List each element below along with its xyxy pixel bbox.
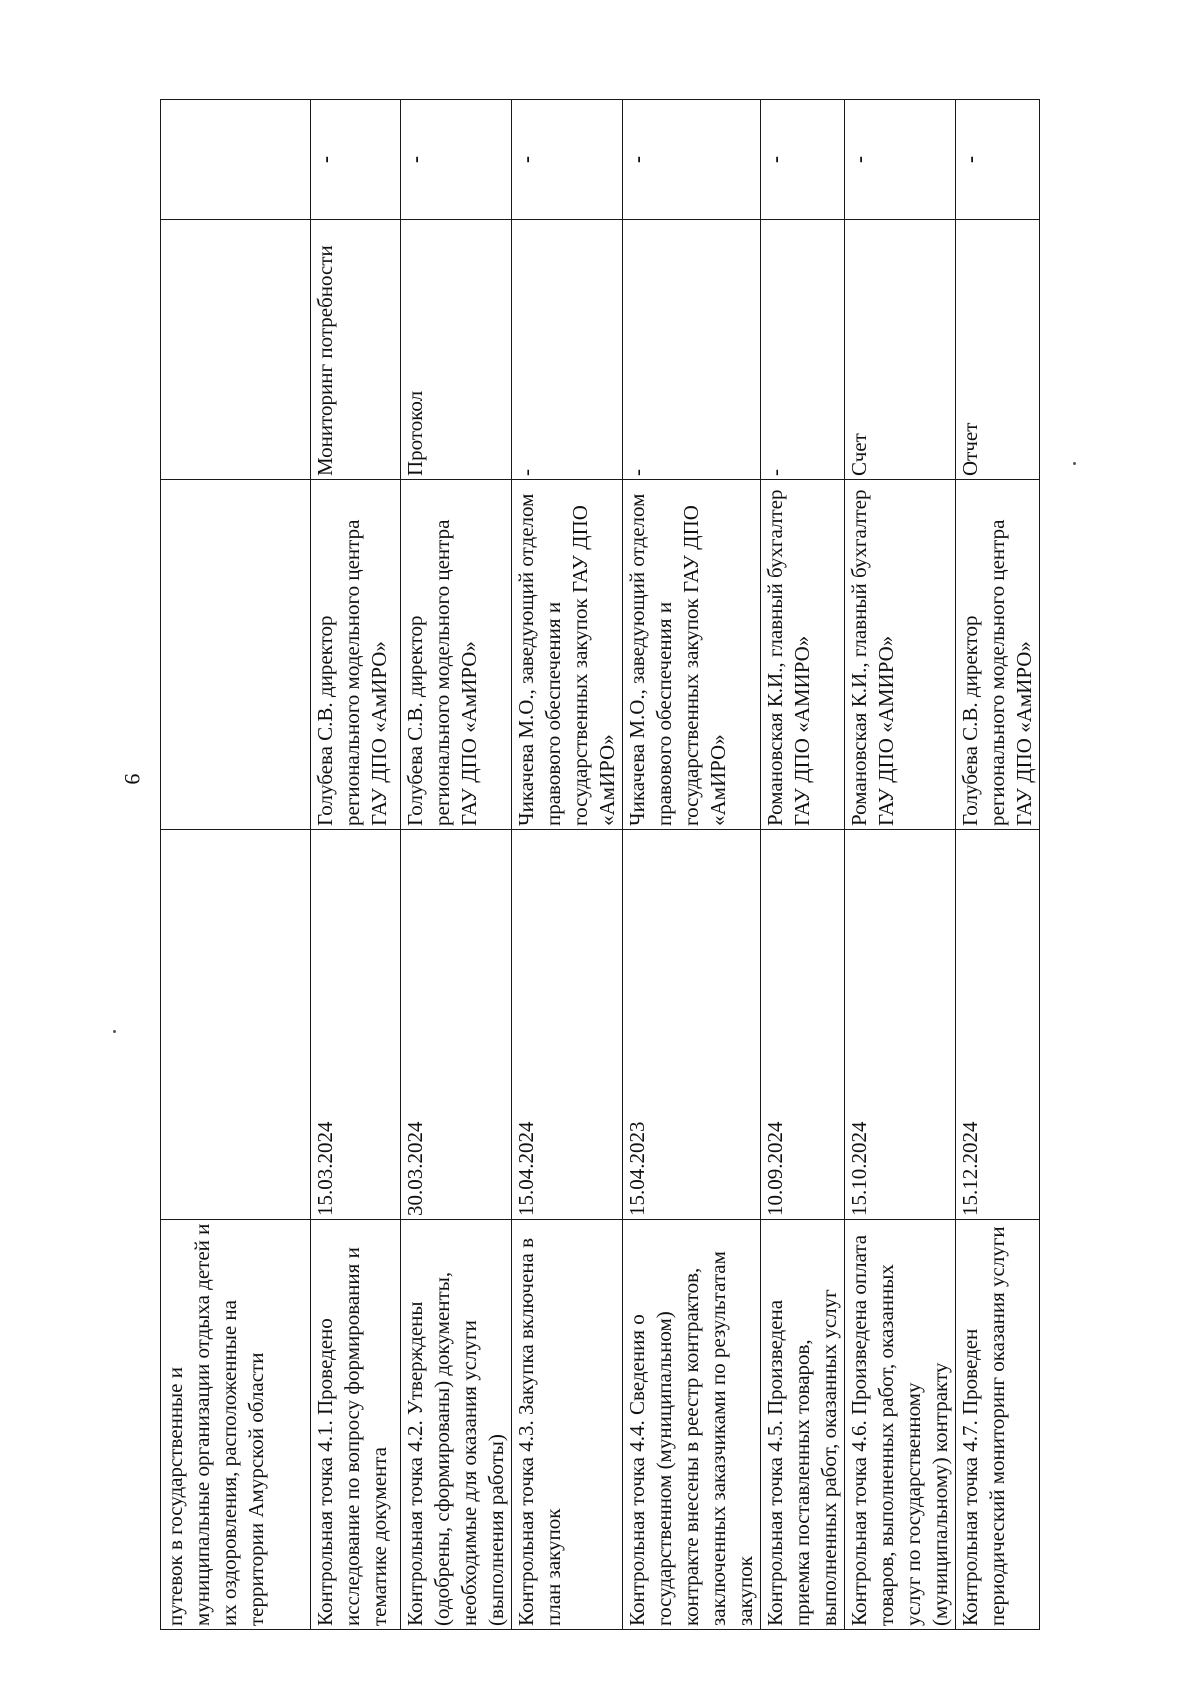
responsible-cell-text: Романовская К.И., главный бухгалтер ГАУ ДПО «АМИРО» <box>847 489 898 826</box>
note-cell-text: - <box>625 156 649 163</box>
task-cell-text: Контрольная точка 4.7. Проведен периодический мониторинг оказания услуги <box>958 1226 1009 1626</box>
document-cell <box>845 220 956 480</box>
rotated-table-area <box>160 100 1036 1630</box>
task-cell-text: Контрольная точка 4.6. Произведена оплата товаров, выполненных работ, оказанных услуг по государственному (муниципальному) контракту <box>847 1234 952 1626</box>
document-cell <box>956 220 1040 480</box>
task-cell <box>956 1220 1040 1630</box>
document-cell-text: - <box>625 469 649 476</box>
responsible-cell-text: Голубева С.В. директор регионального модельного центра ГАУ ДПО «АмИРО» <box>403 519 481 826</box>
note-cell <box>512 100 623 220</box>
task-cell <box>761 1220 845 1630</box>
table-row <box>623 100 761 1630</box>
document-cell <box>761 220 845 480</box>
task-cell <box>161 1220 311 1630</box>
note-cell-text: - <box>763 156 787 163</box>
document-cell <box>161 220 311 480</box>
responsible-cell-text: Голубева С.В. директор регионального модельного центра ГАУ ДПО «АмИРО» <box>313 519 391 826</box>
control-points-table <box>160 99 1040 1630</box>
task-cell <box>311 1220 401 1630</box>
note-cell-text: - <box>847 156 871 163</box>
date-cell <box>311 830 401 1220</box>
document-cell-text: Отчет <box>958 422 982 476</box>
task-cell-text: Контрольная точка 4.4. Сведения о государственном (муниципальном) контракте внесены в реестр контрактов, заключенных заказчиками по результатам закупок <box>625 1251 757 1626</box>
rotated-table-container <box>160 100 1036 1630</box>
table-row <box>161 100 311 1630</box>
responsible-cell <box>845 480 956 830</box>
task-cell-text: Контрольная точка 4.2. Утверждены (одобрены, сформированы) документы, необходимые для оказания услуги (выполнения работы) <box>403 1271 508 1626</box>
table-row <box>512 100 623 1630</box>
date-cell-text: 30.03.2024 <box>403 1121 427 1216</box>
document-cell-text: Мониторинг потребности <box>313 245 337 476</box>
table-row <box>311 100 401 1630</box>
date-cell-text: 15.10.2024 <box>847 1121 871 1216</box>
date-cell-text: 15.12.2024 <box>958 1121 982 1216</box>
date-cell <box>623 830 761 1220</box>
task-cell <box>401 1220 512 1630</box>
note-cell-text: - <box>403 156 427 163</box>
responsible-cell-text: Чикачева М.О., заведующий отделом правового обеспечения и государственных закупок ГАУ ДПО «АмИРО» <box>514 493 619 826</box>
task-cell-text: Контрольная точка 4.1. Проведено исследование по вопросу формирования и тематике документа <box>313 1247 391 1626</box>
task-cell <box>623 1220 761 1630</box>
table-row <box>845 100 956 1630</box>
responsible-cell-text: Чикачева М.О., заведующий отделом правового обеспечения и государственных закупок ГАУ ДПО «АмИРО» <box>625 493 730 826</box>
scan-speck <box>1073 462 1076 465</box>
task-cell <box>512 1220 623 1630</box>
note-cell <box>161 100 311 220</box>
note-cell <box>956 100 1040 220</box>
responsible-cell-text: Романовская К.И., главный бухгалтер ГАУ ДПО «АМИРО» <box>763 489 814 826</box>
date-cell-text: 15.04.2024 <box>514 1121 538 1216</box>
document-cell <box>311 220 401 480</box>
responsible-cell <box>161 480 311 830</box>
responsible-cell <box>956 480 1040 830</box>
task-cell-text: Контрольная точка 4.3. Закупка включена в план закупок <box>514 1237 565 1626</box>
note-cell-text: - <box>313 156 337 163</box>
document-cell <box>623 220 761 480</box>
date-cell <box>845 830 956 1220</box>
document-cell <box>512 220 623 480</box>
responsible-cell <box>401 480 512 830</box>
note-cell <box>845 100 956 220</box>
note-cell <box>311 100 401 220</box>
task-cell-text: путевок в государственные и муниципальные организации отдыха детей и их оздоровления, расположенные на территории Амурской области <box>163 1223 268 1626</box>
page-number: 9 <box>120 773 145 785</box>
date-cell <box>761 830 845 1220</box>
scan-speck <box>113 1030 116 1033</box>
document-cell-text: Протокол <box>403 390 427 476</box>
responsible-cell-text: Голубева С.В. директор регионального модельного центра ГАУ ДПО «АмИРО» <box>958 519 1036 826</box>
note-cell <box>623 100 761 220</box>
date-cell <box>401 830 512 1220</box>
date-cell-text: 15.04.2023 <box>625 1121 649 1216</box>
date-cell <box>161 830 311 1220</box>
task-cell-text: Контрольная точка 4.5. Произведена приемка поставленных товаров, выполненных работ, оказанных услуг <box>763 1289 841 1626</box>
responsible-cell <box>512 480 623 830</box>
responsible-cell <box>623 480 761 830</box>
task-cell <box>845 1220 956 1630</box>
date-cell <box>512 830 623 1220</box>
document-cell-text: Счет <box>847 433 871 476</box>
responsible-cell <box>761 480 845 830</box>
note-cell <box>401 100 512 220</box>
table-row <box>401 100 512 1630</box>
date-cell-text: 15.03.2024 <box>313 1121 337 1216</box>
date-cell <box>956 830 1040 1220</box>
note-cell-text: - <box>958 156 982 163</box>
document-cell-text: - <box>514 469 538 476</box>
table-row <box>956 100 1040 1630</box>
table-row <box>761 100 845 1630</box>
document-cell-text: - <box>763 469 787 476</box>
note-cell-text: - <box>514 156 538 163</box>
note-cell <box>761 100 845 220</box>
date-cell-text: 10.09.2024 <box>763 1121 787 1216</box>
document-cell <box>401 220 512 480</box>
responsible-cell <box>311 480 401 830</box>
